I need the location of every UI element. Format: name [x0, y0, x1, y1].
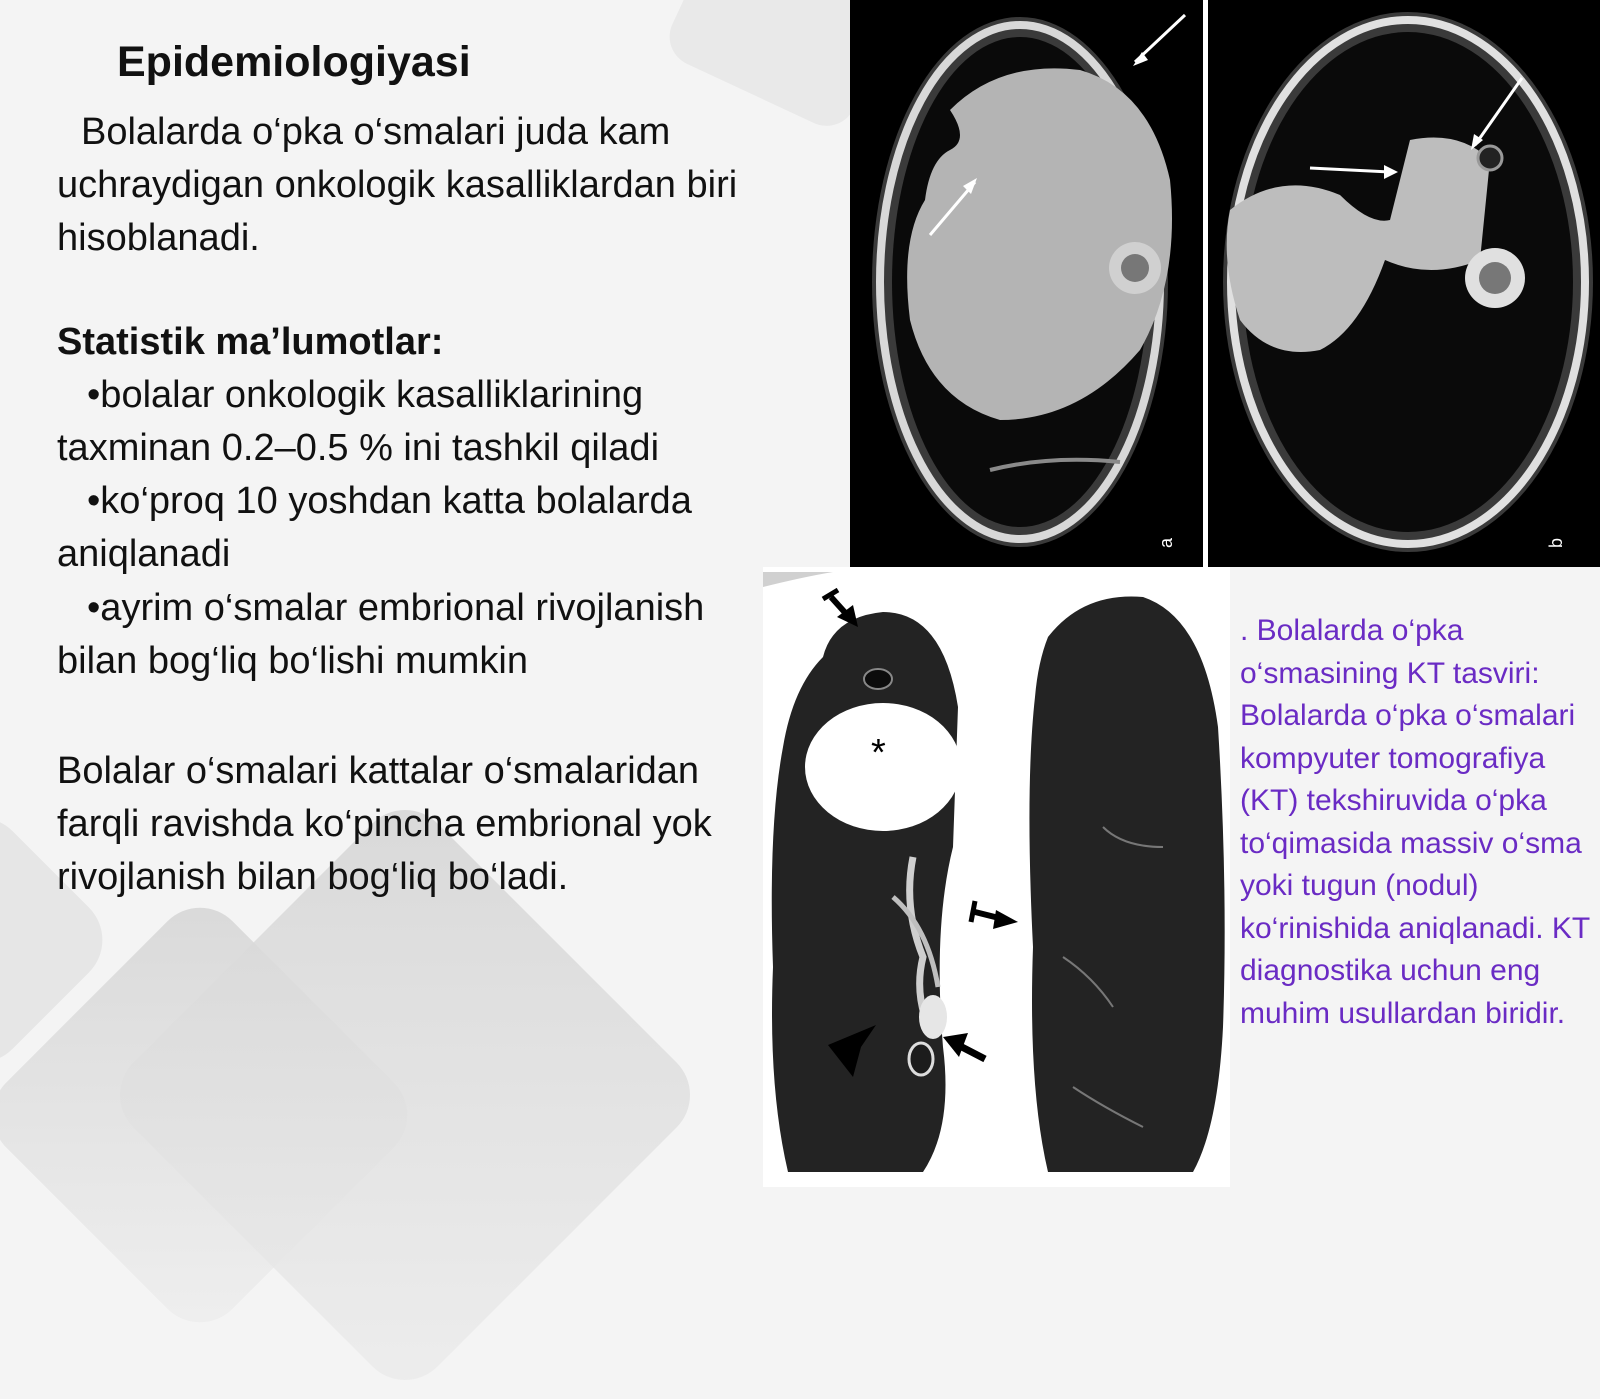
slide-title: Epidemiologiyasi [117, 38, 471, 86]
panel-label-b: b [1546, 537, 1566, 548]
conclusion-paragraph: Bolalar o‘smalari kattalar o‘smalaridan farqli ravishda ko‘pincha embrional yok rivojlanish bilan bog‘liq bo‘ladi. [57, 750, 712, 898]
statistics-bullet-1: •bolalar onkologik kasalliklarining taxminan 0.2–0.5 % ini tashkil qiladi [57, 374, 660, 469]
ct-panel-b [1223, 12, 1593, 552]
ct-axial-image [850, 0, 1600, 567]
image-caption: . Bolalarda o‘pka o‘smasining KT tasviri: Bolalarda o‘pka o‘smalari kompyuter tomografiya (KT) tekshiruvida o‘pka to‘qimasida massiv o‘sma yoki tugun (nodul) ko‘rinishida aniqlanadi. KT diagnostika uchun eng muhim usullardan biridir. [1240, 614, 1590, 1030]
intro-paragraph: Bolalarda o‘pka o‘smalari juda kam uchraydigan onkologik kasalliklardan biri hisoblanadi. [57, 111, 738, 259]
statistics-heading: Statistik ma’lumotlar: [57, 321, 444, 363]
mass-marker: * [871, 732, 886, 774]
panel-label-a: a [1156, 537, 1176, 548]
statistics-bullet-3: •ayrim o‘smalar embrional rivojlanish bilan bog‘liq bo‘lishi mumkin [57, 587, 705, 682]
statistics-bullet-2: •ko‘proq 10 yoshdan katta bolalarda aniqlanadi [57, 480, 692, 575]
ct-coronal-image [763, 567, 1230, 1187]
